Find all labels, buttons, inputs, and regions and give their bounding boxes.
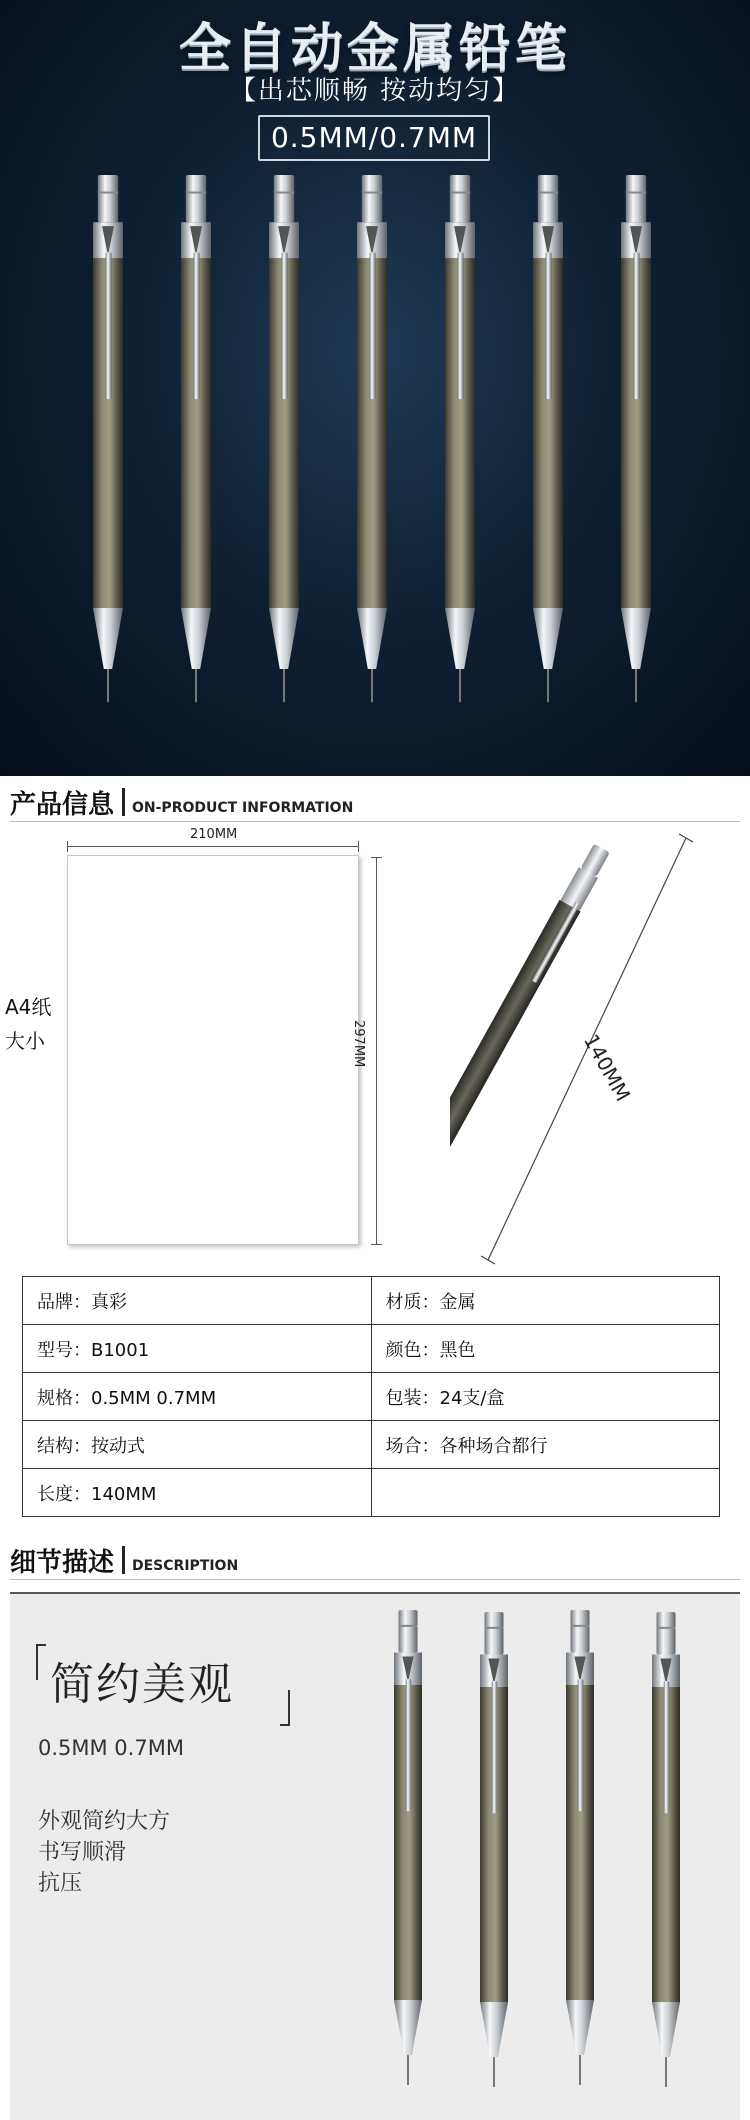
detail-section-header xyxy=(10,1540,740,1580)
spec-cell: 品牌：真彩 xyxy=(23,1277,372,1325)
spec-cell: 规格：0.5MM 0.7MM xyxy=(23,1373,372,1421)
spec-cell: 颜色：黑色 xyxy=(371,1325,720,1373)
section-divider-bar xyxy=(122,1546,125,1574)
heading-bracket-left xyxy=(36,1644,46,1680)
hero-banner xyxy=(0,0,750,776)
paper-width-label: 210MM xyxy=(190,827,238,842)
paper-label-line1: A4纸 xyxy=(5,995,52,1019)
info-section-header xyxy=(10,782,740,822)
spec-cell: 包装：24支/盒 xyxy=(371,1373,720,1421)
pen-illustration xyxy=(652,1612,680,2087)
pen-illustration xyxy=(93,175,123,702)
pen-illustration xyxy=(394,1610,422,2085)
paper-width-dimension-line xyxy=(67,846,359,847)
spec-cell xyxy=(371,1469,720,1517)
detail-heading: 简约美观 xyxy=(50,1659,234,1710)
hero-subtitle: 【出芯顺畅 按动均匀】 xyxy=(229,76,521,106)
pen-illustration xyxy=(480,1612,508,2087)
table-row xyxy=(23,1277,720,1325)
table-row xyxy=(23,1469,720,1517)
spec-cell: 长度：140MM xyxy=(23,1469,372,1517)
pen-length-label: 140MM xyxy=(579,1030,636,1106)
tilted-pen xyxy=(450,842,612,1216)
detail-pens-image xyxy=(360,1598,740,2120)
detail-section-subtitle: DESCRIPTION xyxy=(132,1558,239,1574)
section-divider-bar xyxy=(122,788,125,816)
hero-pens-image xyxy=(0,170,750,740)
hero-title: 全自动金属铅笔 xyxy=(178,19,571,79)
spec-cell: 型号：B1001 xyxy=(23,1325,372,1373)
pen-illustration xyxy=(445,175,475,702)
detail-section-title: 细节描述 xyxy=(10,1548,115,1578)
spec-cell: 材质：金属 xyxy=(371,1277,720,1325)
spec-cell: 结构：按动式 xyxy=(23,1421,372,1469)
paper-height-label: 297MM xyxy=(351,1020,366,1068)
table-row xyxy=(23,1325,720,1373)
pen-illustration xyxy=(566,1610,594,2085)
heading-bracket-right xyxy=(280,1690,290,1726)
pen-illustration xyxy=(357,175,387,702)
spec-cell: 场合：各种场合都行 xyxy=(371,1421,720,1469)
a4-paper-illustration xyxy=(67,855,359,1245)
feature-list xyxy=(38,1806,170,1899)
pen-illustration xyxy=(181,175,211,702)
pen-length-illustration xyxy=(450,830,710,1270)
table-row xyxy=(23,1373,720,1421)
feature-item: 抗压 xyxy=(38,1871,83,1896)
info-section-subtitle: ON-PRODUCT INFORMATION xyxy=(132,800,354,816)
paper-height-dimension-line xyxy=(376,857,377,1245)
spec-table xyxy=(22,1276,720,1517)
paper-size-label xyxy=(5,990,51,1058)
pen-illustration xyxy=(269,175,299,702)
detail-spec: 0.5MM 0.7MM xyxy=(38,1736,184,1760)
paper-label-line2: 大小 xyxy=(5,1029,45,1053)
feature-item: 书写顺滑 xyxy=(38,1840,127,1865)
pen-illustration xyxy=(621,175,651,702)
feature-item: 外观简约大方 xyxy=(38,1809,171,1834)
table-row xyxy=(23,1421,720,1469)
hero-spec-badge: 0.5MM/0.7MM xyxy=(258,115,490,161)
pen-illustration xyxy=(533,175,563,702)
info-section-title: 产品信息 xyxy=(10,790,115,820)
